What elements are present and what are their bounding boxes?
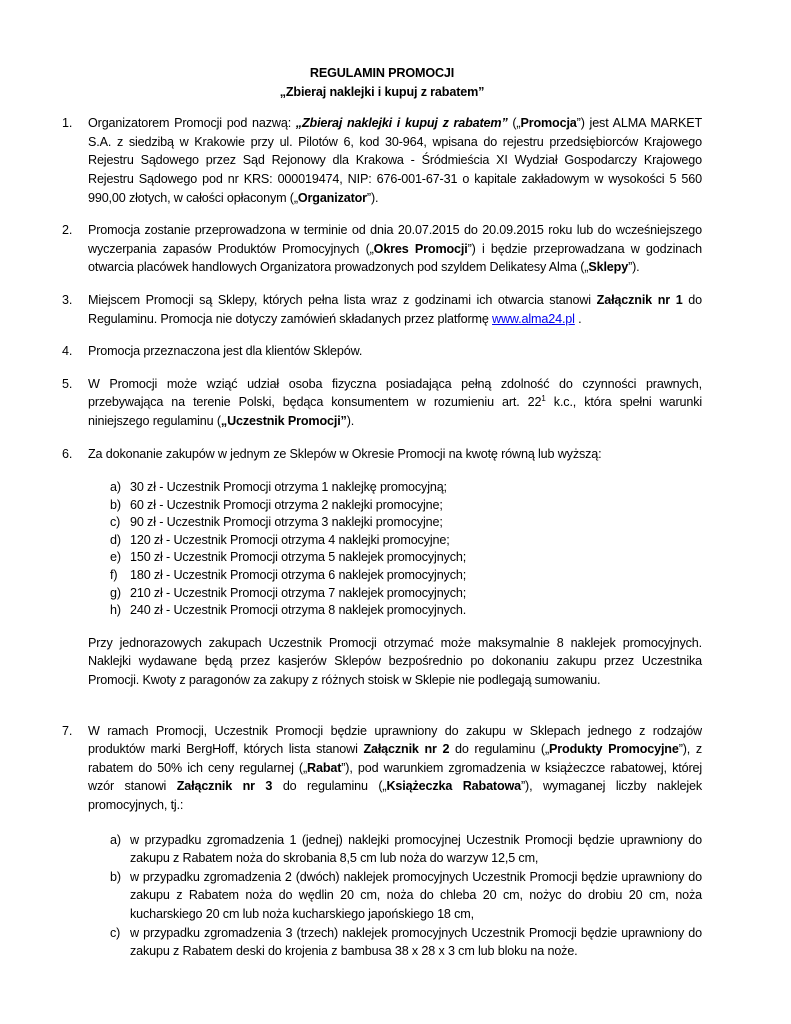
document-title: REGULAMIN PROMOCJI xyxy=(309,66,455,80)
sub-list-text: 210 zł - Uczestnik Promocji otrzyma 7 naklejek promocyjnych; xyxy=(130,585,467,600)
item-note: Przy jednorazowych zakupach Uczestnik Promocji otrzymać może maksymalnie 8 naklejek promocyjnych. Naklejki wydawane będą przez kasjerów Sklepów bezpośrednio po dokonaniu zakupu przez Uczestnika Promocji. Kwoty z paragonów za zakupy z różnych stoisk w Sklepie nie podlegają sumowaniu. xyxy=(88,635,702,688)
sub-list-item xyxy=(110,602,702,620)
item-text xyxy=(88,375,702,431)
sub-list-text: 90 zł - Uczestnik Promocji otrzyma 3 naklejki promocyjne; xyxy=(130,515,443,530)
sub-list xyxy=(88,479,702,620)
sub-list-item xyxy=(110,585,702,603)
sub-list-text: 240 zł - Uczestnik Promocji otrzyma 8 naklejek promocyjnych. xyxy=(130,603,467,618)
item-number: 6. xyxy=(62,446,73,461)
sub-list-item xyxy=(110,549,702,567)
sub-list-text: 180 zł - Uczestnik Promocji otrzyma 6 naklejek promocyjnych; xyxy=(130,568,467,583)
item-number: 3. xyxy=(62,292,73,307)
item-number: 7. xyxy=(62,723,73,738)
text-segment: Miejscem Promocji są Sklepy, których pełna lista wraz z godzinami ich otwarcia stanowi xyxy=(88,292,597,307)
text-segment: ”) jest ALMA MARKET S.A. z siedzibą w Krakowie przy ul. Pilotów 6, kod 30-964, wpisana do rejestru przedsiębiorców Krajowego Rejestru Sądowego przez Sąd Rejonowy dla Krakowa - Śródmieścia XI Wydział Gospodarczy Krajowego Rejestru Sądowego pod nr KRS: 000019474, NIP: 676-001-67-31 o kapitale zakładowym w wysokości 5 560 990,00 złotych, w całości opłaconym („ xyxy=(88,116,702,205)
item-number: 1. xyxy=(62,116,73,131)
defined-term: Załącznik nr 3 xyxy=(176,779,273,794)
regulation-item-4 xyxy=(62,342,702,361)
item-text xyxy=(88,114,702,207)
defined-term: Promocja xyxy=(520,116,577,131)
text-segment: ”), z rabatem do 50% ich ceny regularnej („ xyxy=(88,742,702,775)
text-segment: . xyxy=(574,311,582,326)
text-segment: Organizatorem Promocji pod nazwą: xyxy=(88,116,296,131)
sub-list-item xyxy=(110,924,702,961)
text-segment: k.c., która spełni warunki niniejszego regulaminu ( xyxy=(88,395,703,428)
sub-list-letter: d) xyxy=(110,532,121,547)
text-segment: Promocja przeznaczona jest dla klientów Sklepów. xyxy=(88,344,363,359)
regulation-item-6 xyxy=(62,445,702,690)
defined-term: Rabat xyxy=(307,760,342,775)
defined-term: Załącznik nr 1 xyxy=(596,292,683,307)
sub-list-item xyxy=(110,497,702,515)
text-segment: do regulaminu („ xyxy=(272,779,387,794)
regulation-item-1 xyxy=(62,114,702,207)
text-segment: do Regulaminu. Promocja nie dotyczy zamówień składanych przez platformę xyxy=(88,292,702,326)
defined-term: Sklepy xyxy=(588,260,629,275)
item-text xyxy=(88,445,702,464)
sub-list-letter: a) xyxy=(110,832,121,847)
item-text xyxy=(88,722,702,815)
sub-list-letter: h) xyxy=(110,603,121,618)
defined-term: Okres Promocji xyxy=(373,241,468,256)
sub-list xyxy=(88,831,702,961)
sub-list-letter: g) xyxy=(110,585,121,600)
sub-list-text: 60 zł - Uczestnik Promocji otrzyma 2 naklejki promocyjne; xyxy=(130,497,443,512)
text-segment: ). xyxy=(346,413,355,428)
text-segment: do regulaminu („ xyxy=(449,742,550,757)
sub-list-letter: f) xyxy=(110,568,118,583)
text-segment: ”). xyxy=(628,260,640,275)
sub-list-letter: c) xyxy=(110,515,121,530)
text-segment: („ xyxy=(507,116,521,131)
sub-list-item xyxy=(110,868,702,924)
sub-list-item xyxy=(110,514,702,532)
text-segment: W Promocji może wziąć udział osoba fizyczna posiadająca pełną zdolność do czynności prawnych, przebywająca na terenie Polski, będąca konsumentem w rozumieniu art. 22 xyxy=(88,376,702,410)
sub-list-text: 30 zł - Uczestnik Promocji otrzyma 1 naklejkę promocyjną; xyxy=(130,480,447,495)
regulation-item-2 xyxy=(62,221,702,277)
regulation-item-3 xyxy=(62,291,702,328)
regulation-item-5 xyxy=(62,375,702,431)
text-segment: Za dokonanie zakupów w jednym ze Sklepów w Okresie Promocji na kwotę równą lub wyższą: xyxy=(88,446,602,461)
text-segment: W ramach Promocji, Uczestnik Promocji będzie uprawniony do zakupu w Sklepach jednego z rodzajów produktów marki BergHoff, których lista stanowi xyxy=(88,723,702,757)
defined-term: Organizator xyxy=(297,190,367,205)
regulation-item-7 xyxy=(62,722,702,961)
text-segment: ”). xyxy=(366,190,379,205)
regulation-document xyxy=(62,64,702,975)
sub-list-text: w przypadku zgromadzenia 2 (dwóch) naklejek promocyjnych Uczestnik Promocji będzie uprawniony do zakupu z Rabatem noża do wędlin 20 cm, noża do chleba 20 cm, nożyc do drobiu 20 cm, noża kucharskiego 20 cm lub noża kucharskiego japońskiego 18 cm, xyxy=(130,869,702,921)
sub-list-text: 150 zł - Uczestnik Promocji otrzyma 5 naklejek promocyjnych; xyxy=(130,550,467,565)
item-text xyxy=(88,342,702,361)
item-number: 4. xyxy=(62,344,73,359)
sub-list-text: 120 zł - Uczestnik Promocji otrzyma 4 naklejki promocyjne; xyxy=(130,532,450,547)
defined-term: Załącznik nr 2 xyxy=(363,742,450,757)
text-segment: ”) i będzie przeprowadzana w godzinach otwarcia placówek handlowych Organizatora prowadzonych pod szyldem Delikatesy Alma („ xyxy=(88,241,702,275)
sub-list-item xyxy=(110,479,702,497)
superscript: 1 xyxy=(541,394,546,404)
sub-list-item xyxy=(110,567,702,585)
document-subtitle: „Zbieraj naklejki i kupuj z rabatem” xyxy=(279,84,485,99)
defined-term: „Uczestnik Promocji” xyxy=(220,413,347,428)
sub-list-letter: e) xyxy=(110,550,121,565)
defined-term: Produkty Promocyjne xyxy=(549,742,679,757)
sub-list-letter: a) xyxy=(110,480,121,495)
item-number: 2. xyxy=(62,223,73,238)
sub-list-letter: c) xyxy=(110,925,121,940)
sub-list-text: w przypadku zgromadzenia 3 (trzech) naklejek promocyjnych Uczestnik Promocji będzie uprawniony do zakupu z Rabatem deski do krojenia z bambusa 38 x 28 x 3 cm lub bloku na noże. xyxy=(130,925,702,959)
sub-list-text: w przypadku zgromadzenia 1 (jednej) naklejki promocyjnej Uczestnik Promocji będzie uprawniony do zakupu z Rabatem noża do skrobania 8,5 cm lub noża do warzyw 12,5 cm, xyxy=(130,832,702,866)
item-text xyxy=(88,221,702,277)
sub-list-item xyxy=(110,831,702,868)
text-segment: ”), pod warunkiem zgromadzenia w książeczce rabatowej, której wzór stanowi xyxy=(88,760,702,794)
regulation-items xyxy=(62,114,702,961)
sub-list-item xyxy=(110,532,702,550)
defined-term: Książeczka Rabatowa xyxy=(386,779,522,794)
defined-term: „Zbieraj naklejki i kupuj z rabatem” xyxy=(295,116,508,131)
website-link[interactable]: www.alma24.pl xyxy=(492,311,575,326)
item-text xyxy=(88,291,702,328)
text-segment: ”), wymaganej liczby naklejek promocyjnych, tj.: xyxy=(88,779,702,812)
sub-list-letter: b) xyxy=(110,869,121,884)
item-number: 5. xyxy=(62,376,73,391)
sub-list-letter: b) xyxy=(110,497,121,512)
text-segment: Promocja zostanie przeprowadzona w terminie od dnia 20.07.2015 do 20.09.2015 roku lub do wcześniejszego wyczerpania zapasów Produktów Promocyjnych („ xyxy=(88,223,702,256)
